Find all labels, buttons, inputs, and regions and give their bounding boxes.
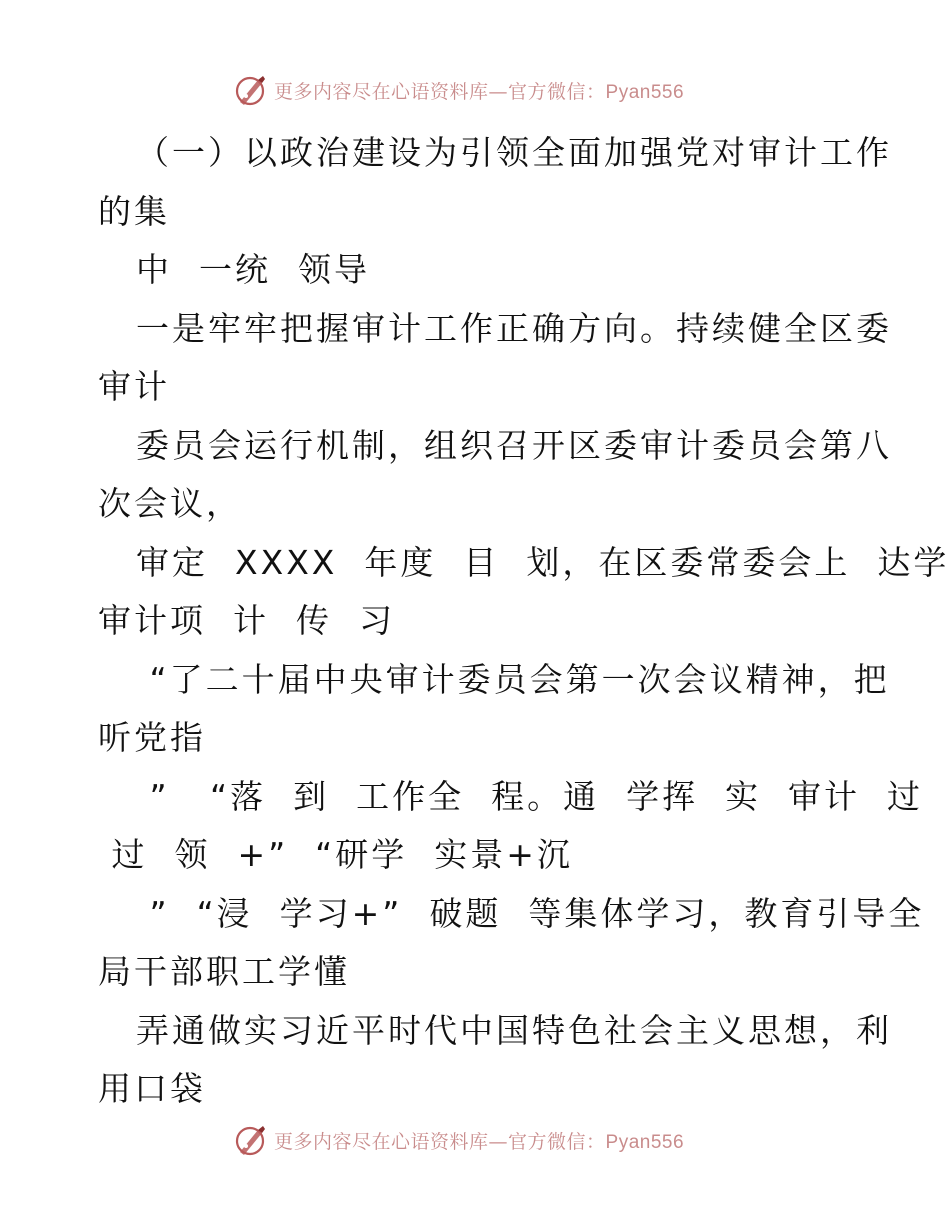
watermark-handle: Pyan556: [605, 1131, 685, 1153]
text-line: 一是牢牢把握审计工作正确方向。持续健全区委: [136, 308, 892, 348]
watermark-brand: 更多内容尽在心语资料库—官方微信：: [274, 1130, 606, 1153]
text-line: “了二十届中央审计委员会第一次会议精神，把: [136, 659, 890, 699]
text-line: 中 一统 领导: [136, 250, 370, 289]
text-line: 的集: [98, 191, 170, 231]
header-watermark: [232, 70, 684, 110]
text-line: 审计项 计 传 习: [98, 601, 395, 640]
text-line: 次会议，: [98, 484, 242, 523]
watermark-text: [274, 77, 684, 104]
text-line: ” “浸 学习+” 破题 等集体学习，教育引导全: [136, 893, 925, 933]
watermark-text: [274, 1127, 684, 1154]
watermark-handle: Pyan556: [605, 81, 685, 103]
pen-circle-logo-icon: [232, 72, 268, 108]
document-body: [98, 124, 950, 1119]
watermark-brand: 更多内容尽在心语资料库—官方微信：: [274, 80, 606, 103]
pen-circle-logo-icon: [232, 1122, 268, 1158]
text-line: 委员会运行机制，组织召开区委审计委员会第八: [136, 425, 892, 465]
text-line: 局干部职工学懂: [98, 952, 350, 991]
footer-watermark: [232, 1120, 684, 1160]
text-line: 审定 XXXX 年度 目 划，在区委常委会上 达学: [136, 542, 950, 582]
text-line: ” “落 到 工作全 程。通 学挥 实 审计 过: [136, 776, 924, 816]
text-line: 用口袋: [98, 1069, 206, 1108]
text-line: （一）以政治建设为引领全面加强党对审计工作: [136, 133, 892, 172]
text-line: 听党指: [98, 718, 206, 757]
text-line: 过 领 +” “研学 实景+沉: [98, 835, 573, 874]
text-line: 弄通做实习近平时代中国特色社会主义思想，利: [136, 1010, 892, 1050]
text-line: 审计: [98, 367, 170, 406]
